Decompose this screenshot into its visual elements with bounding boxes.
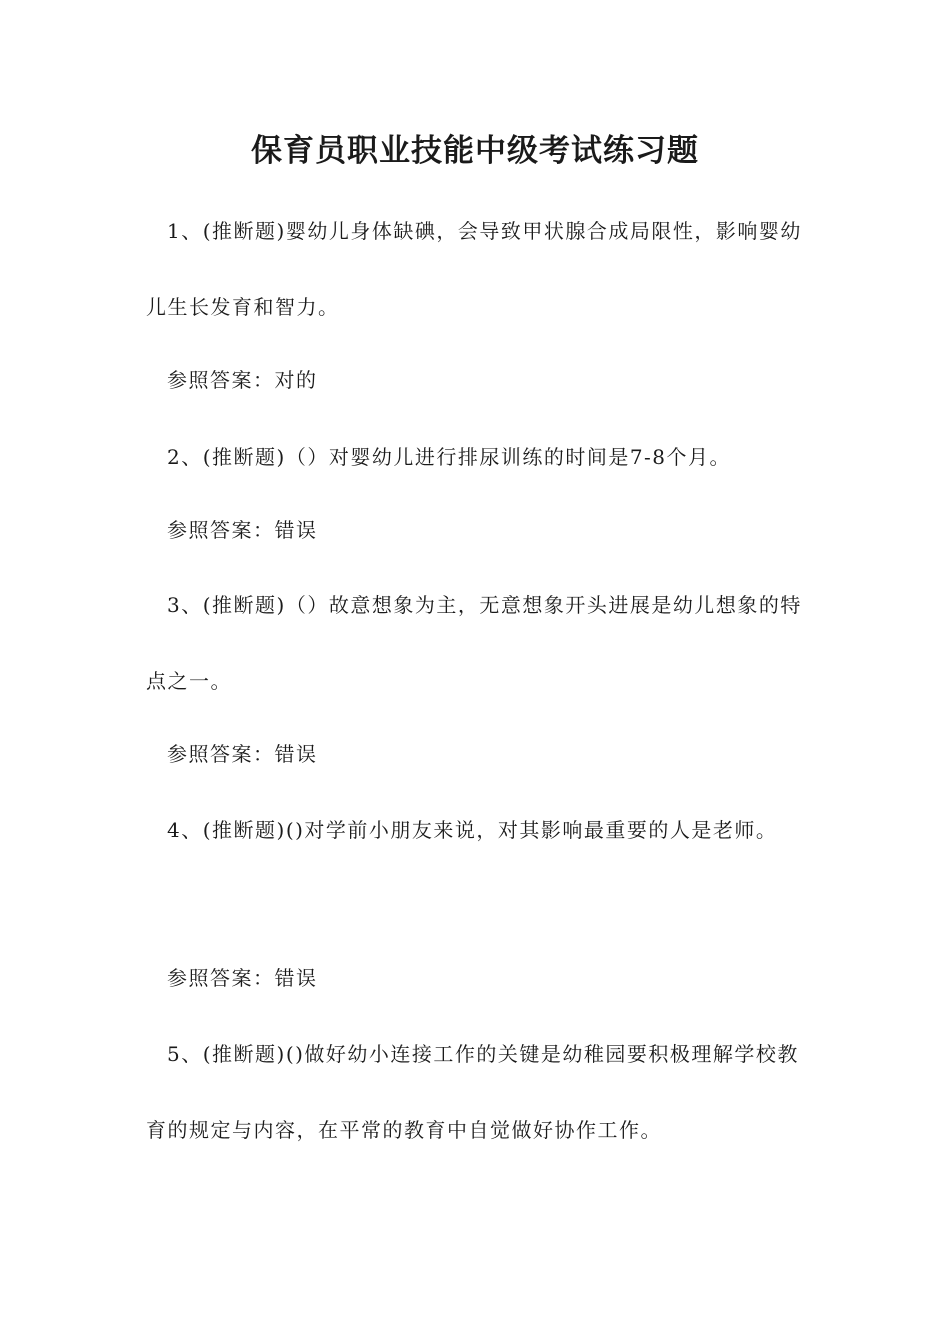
question-4: 4、(推断题)()对学前小朋友来说，对其影响最重要的人是老师。 — [167, 818, 778, 842]
answer-3: 参照答案：错误 — [167, 742, 318, 766]
page-title: 保育员职业技能中级考试练习题 — [251, 133, 699, 169]
question-2: 2、(推断题)（）对婴幼儿进行排尿训练的时间是7-8个月。 — [167, 445, 732, 469]
question-3: 3、(推断题)（）故意想象为主，无意想象开头进展是幼儿想象的特点之一。 — [146, 593, 802, 693]
answer-2: 参照答案：错误 — [167, 518, 318, 542]
answer-1: 参照答案：对的 — [167, 368, 318, 392]
question-5: 5、(推断题)()做好幼小连接工作的关键是幼稚园要积极理解学校教育的规定与内容，在平常的教育中自觉做好协作工作。 — [146, 1042, 799, 1142]
question-1: 1、(推断题)婴幼儿身体缺碘，会导致甲状腺合成局限性，影响婴幼儿生长发育和智力。 — [146, 219, 802, 319]
answer-4: 参照答案：错误 — [167, 966, 318, 990]
